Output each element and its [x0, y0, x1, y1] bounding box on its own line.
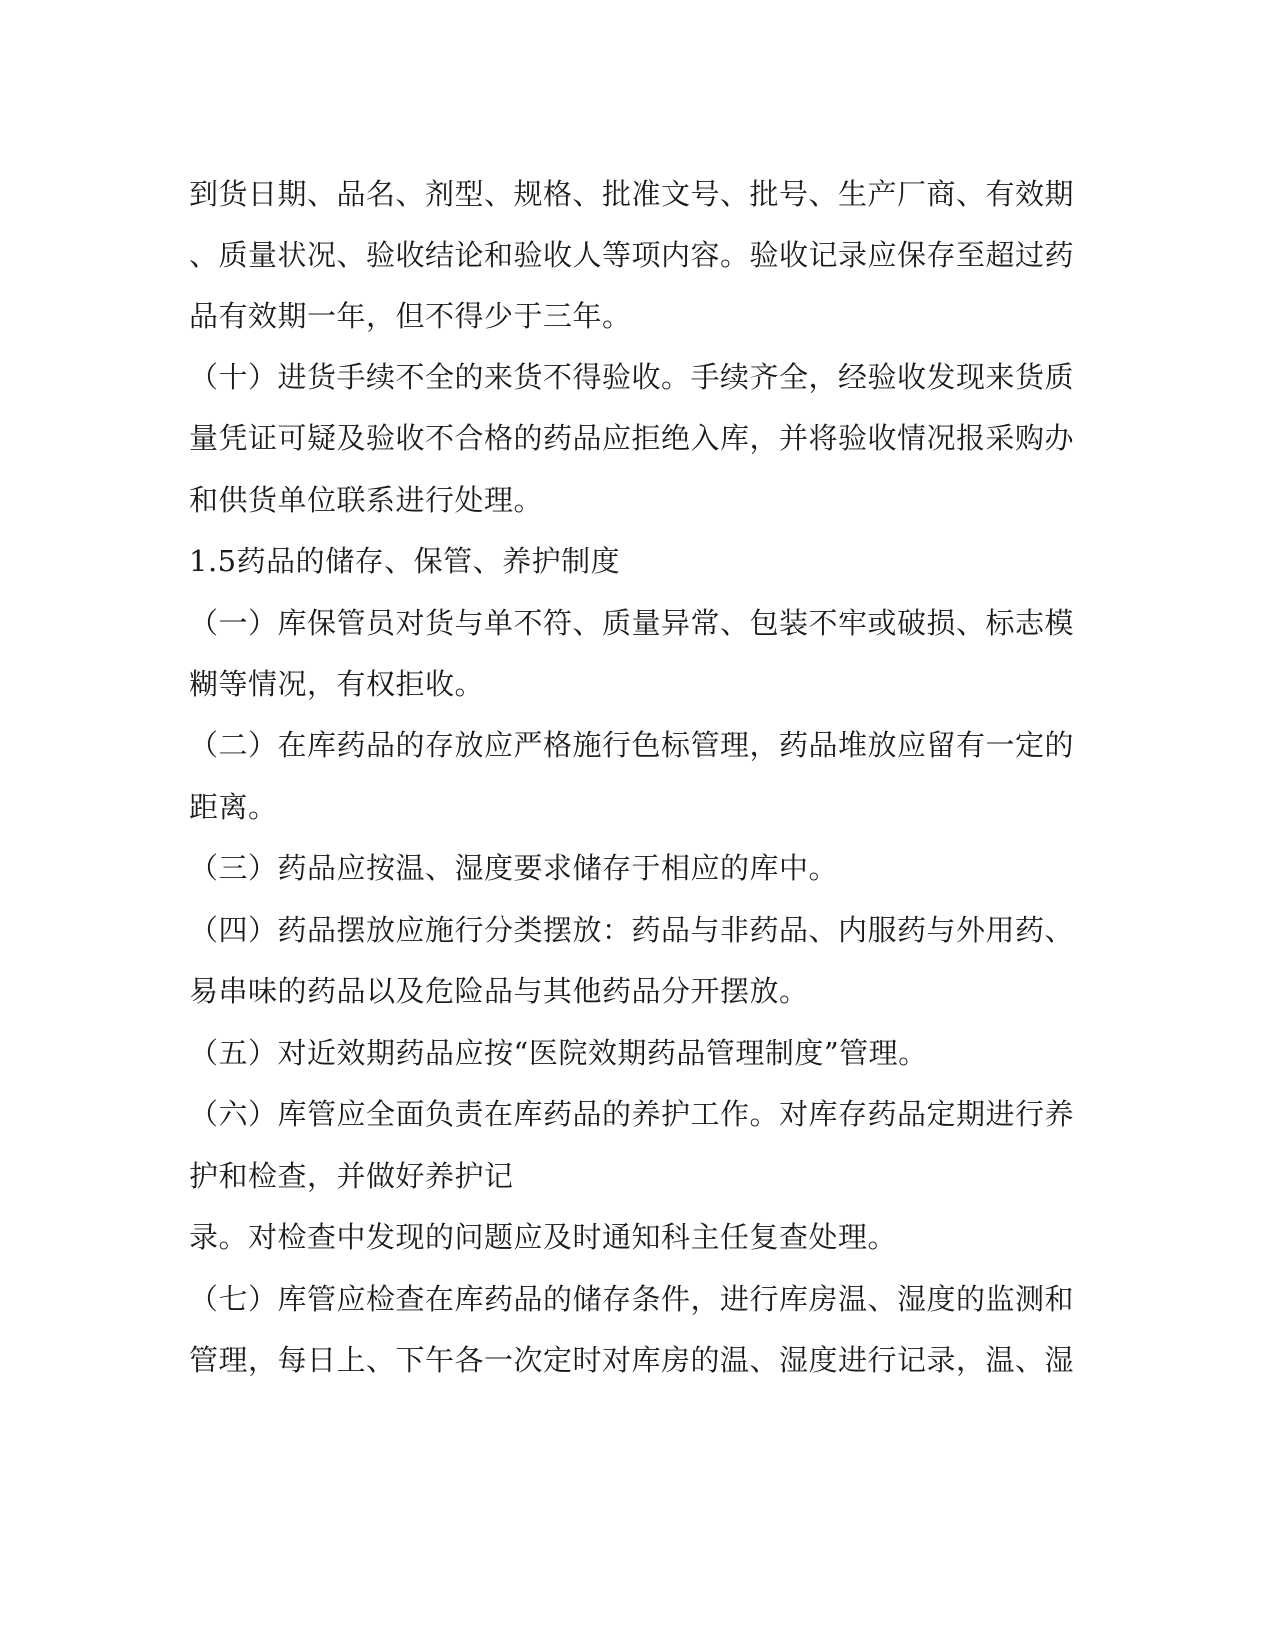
- text-line: 到货日期、品名、剂型、规格、批准文号、批号、生产厂商、有效期: [189, 177, 1075, 211]
- text-line: 、质量状况、验收结论和验收人等项内容。验收记录应保存至超过药: [189, 238, 1075, 272]
- text-line: 和供货单位联系进行处理。: [189, 483, 544, 517]
- text-line: （三）药品应按温、湿度要求储存于相应的库中。: [189, 851, 839, 885]
- text-line: 护和检查，并做好养护记: [189, 1159, 514, 1193]
- text-line: （四）药品摆放应施行分类摆放：药品与非药品、内服药与外用药、: [189, 913, 1075, 947]
- text-line: （二）在库药品的存放应严格施行色标管理，药品堆放应留有一定的: [189, 728, 1075, 762]
- text-line: （十）进货手续不全的来货不得验收。手续齐全，经验收发现来货质: [189, 360, 1075, 394]
- text-line: 管理，每日上、下午各一次定时对库房的温、湿度进行记录，温、湿: [189, 1343, 1075, 1377]
- text-line: 量凭证可疑及验收不合格的药品应拒绝入库，并将验收情况报采购办: [189, 421, 1075, 455]
- text-line: 易串味的药品以及危险品与其他药品分开摆放。: [189, 974, 809, 1008]
- text-line: （七）库管应检查在库药品的储存条件，进行库房温、湿度的监测和: [189, 1282, 1075, 1316]
- text-line: （五）对近效期药品应按“医院效期药品管理制度”管理。: [189, 1036, 928, 1070]
- text-line: 品有效期一年，但不得少于三年。: [189, 299, 632, 333]
- text-line: 录。对检查中发现的问题应及时通知科主任复查处理。: [189, 1220, 898, 1254]
- text-line: 糊等情况，有权拒收。: [189, 667, 485, 701]
- text-line: （一）库保管员对货与单不符、质量异常、包装不牢或破损、标志模: [189, 606, 1075, 640]
- section-heading: 1.5药品的储存、保管、养护制度: [189, 544, 621, 578]
- text-line: （六）库管应全面负责在库药品的养护工作。对库存药品定期进行养: [189, 1097, 1075, 1131]
- text-line: 距离。: [189, 790, 278, 824]
